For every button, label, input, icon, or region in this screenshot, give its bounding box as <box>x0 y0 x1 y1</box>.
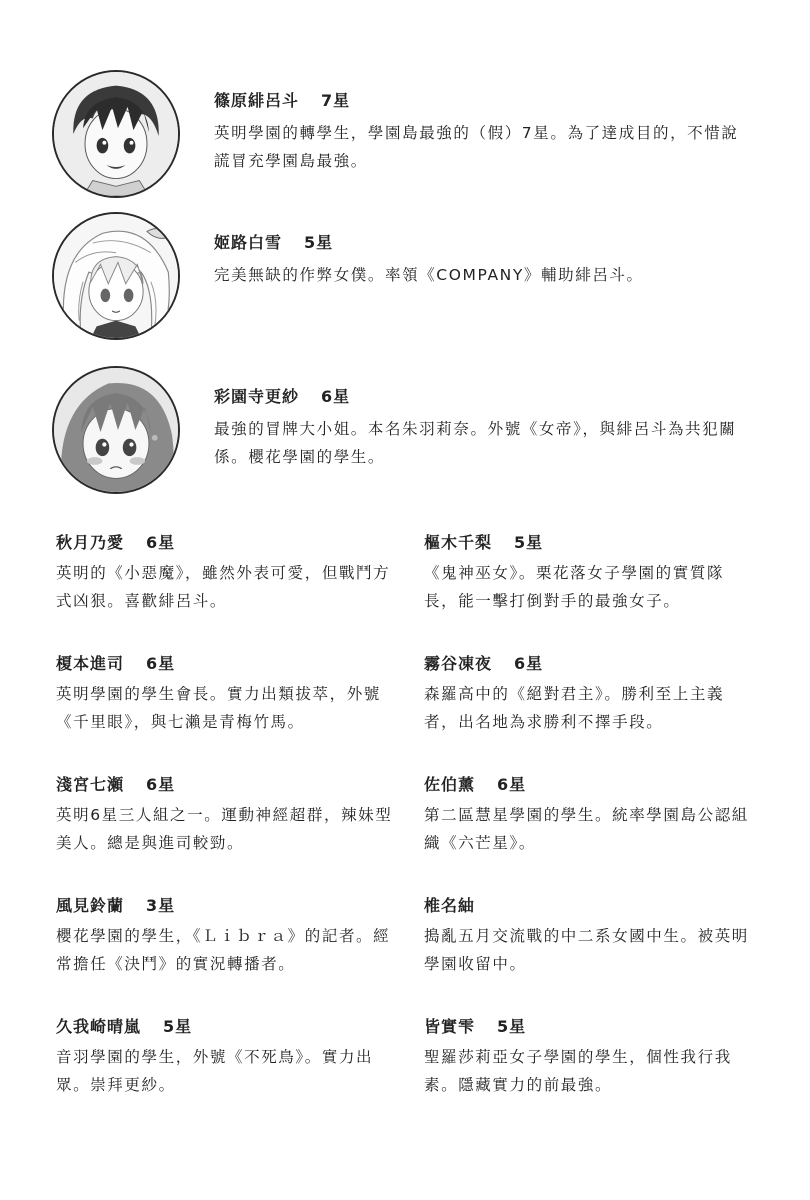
character-entry <box>424 651 754 772</box>
character-description: 《鬼神巫女》。栗花落女子學園的實質隊長，能一擊打倒對手的最強女子。 <box>424 564 725 610</box>
character-entry <box>424 1014 754 1135</box>
featured-character-2 <box>52 212 752 342</box>
character-description: 搗亂五月交流戰的中二系女國中生。被英明學園收留中。 <box>424 927 749 973</box>
character-name: 皆實雫 <box>424 1017 476 1036</box>
character-name: 風見鈴蘭 <box>56 896 125 915</box>
character-name-line <box>424 893 754 916</box>
character-name: 佐伯薰 <box>424 775 476 794</box>
character-name: 姬路白雪 <box>214 233 283 252</box>
character-rank: 6星 <box>146 654 176 673</box>
character-name: 彩園寺更紗 <box>214 387 300 406</box>
character-rank: 5星 <box>514 533 544 552</box>
character-rank: 5星 <box>163 1017 193 1036</box>
character-list-right-column <box>424 530 754 1135</box>
character-description: 櫻花學園的學生，《Ｌｉｂｒａ》的記者。經常擔任《決鬥》的實況轉播者。 <box>56 927 391 973</box>
character-entry <box>56 772 396 893</box>
character-entry <box>56 651 396 772</box>
light-hair-maid-portrait-icon <box>52 212 180 340</box>
featured-character-1 <box>52 70 752 200</box>
character-rank: 7星 <box>321 91 351 110</box>
character-description: 最強的冒牌大小姐。本名朱羽莉奈。外號《女帝》，與緋呂斗為共犯關係。櫻花學園的學生。 <box>214 420 737 466</box>
blushing-girl-portrait-icon <box>52 366 180 494</box>
character-description: 英明學園的轉學生，學園島最強的（假）7星。為了達成目的，不惜說謊冒充學園島最強。 <box>214 124 739 170</box>
character-name-line <box>424 651 754 674</box>
character-entry <box>424 530 754 651</box>
character-name-line <box>214 88 744 111</box>
character-name: 篠原緋呂斗 <box>214 91 300 110</box>
character-rank: 6星 <box>146 533 176 552</box>
character-name-line <box>424 1014 754 1037</box>
character-description: 英明學園的學生會長。實力出類拔萃，外號《千里眼》，與七瀨是青梅竹馬。 <box>56 685 381 731</box>
character-name: 秋月乃愛 <box>56 533 125 552</box>
character-name: 榎本進司 <box>56 654 125 673</box>
character-entry <box>424 772 754 893</box>
character-entry <box>56 530 396 651</box>
character-description: 英明的《小惡魔》，雖然外表可愛，但戰鬥方式凶狠。喜歡緋呂斗。 <box>56 564 391 610</box>
character-name-line <box>424 772 754 795</box>
character-name-line <box>56 530 396 553</box>
character-name: 霧谷凍夜 <box>424 654 493 673</box>
character-rank: 3星 <box>146 896 176 915</box>
character-rank: 6星 <box>497 775 527 794</box>
character-rank: 6星 <box>146 775 176 794</box>
character-entry <box>56 1014 396 1135</box>
character-name: 久我崎晴嵐 <box>56 1017 142 1036</box>
character-description: 音羽學園的學生，外號《不死鳥》。實力出眾。崇拜更紗。 <box>56 1048 374 1094</box>
character-entry <box>56 893 396 1014</box>
character-rank: 5星 <box>497 1017 527 1036</box>
character-name: 樞木千梨 <box>424 533 493 552</box>
character-name: 椎名紬 <box>424 896 476 915</box>
character-name: 淺宮七瀬 <box>56 775 125 794</box>
character-rank: 6星 <box>321 387 351 406</box>
character-description: 第二區慧星學園的學生。統率學園島公認組織《六芒星》。 <box>424 806 749 852</box>
character-name-line <box>214 384 744 407</box>
character-description: 聖羅莎莉亞女子學園的學生，個性我行我素。隱藏實力的前最強。 <box>424 1048 732 1094</box>
character-entry <box>424 893 754 1014</box>
character-description: 森羅高中的《絕對君主》。勝利至上主義者，出名地為求勝利不擇手段。 <box>424 685 725 731</box>
character-rank: 6星 <box>514 654 544 673</box>
character-name-line <box>56 893 396 916</box>
character-list-left-column <box>56 530 396 1135</box>
character-description: 完美無缺的作弊女僕。率領《COMPANY》輔助緋呂斗。 <box>214 266 644 284</box>
character-name-line <box>424 530 754 553</box>
featured-character-3 <box>52 366 752 496</box>
character-name-line <box>214 230 744 253</box>
character-rank: 5星 <box>304 233 334 252</box>
dark-hair-boy-portrait-icon <box>52 70 180 198</box>
character-name-line <box>56 1014 396 1037</box>
character-name-line <box>56 772 396 795</box>
character-description: 英明6星三人組之一。運動神經超群，辣妹型美人。總是與進司較勁。 <box>56 806 393 852</box>
character-name-line <box>56 651 396 674</box>
